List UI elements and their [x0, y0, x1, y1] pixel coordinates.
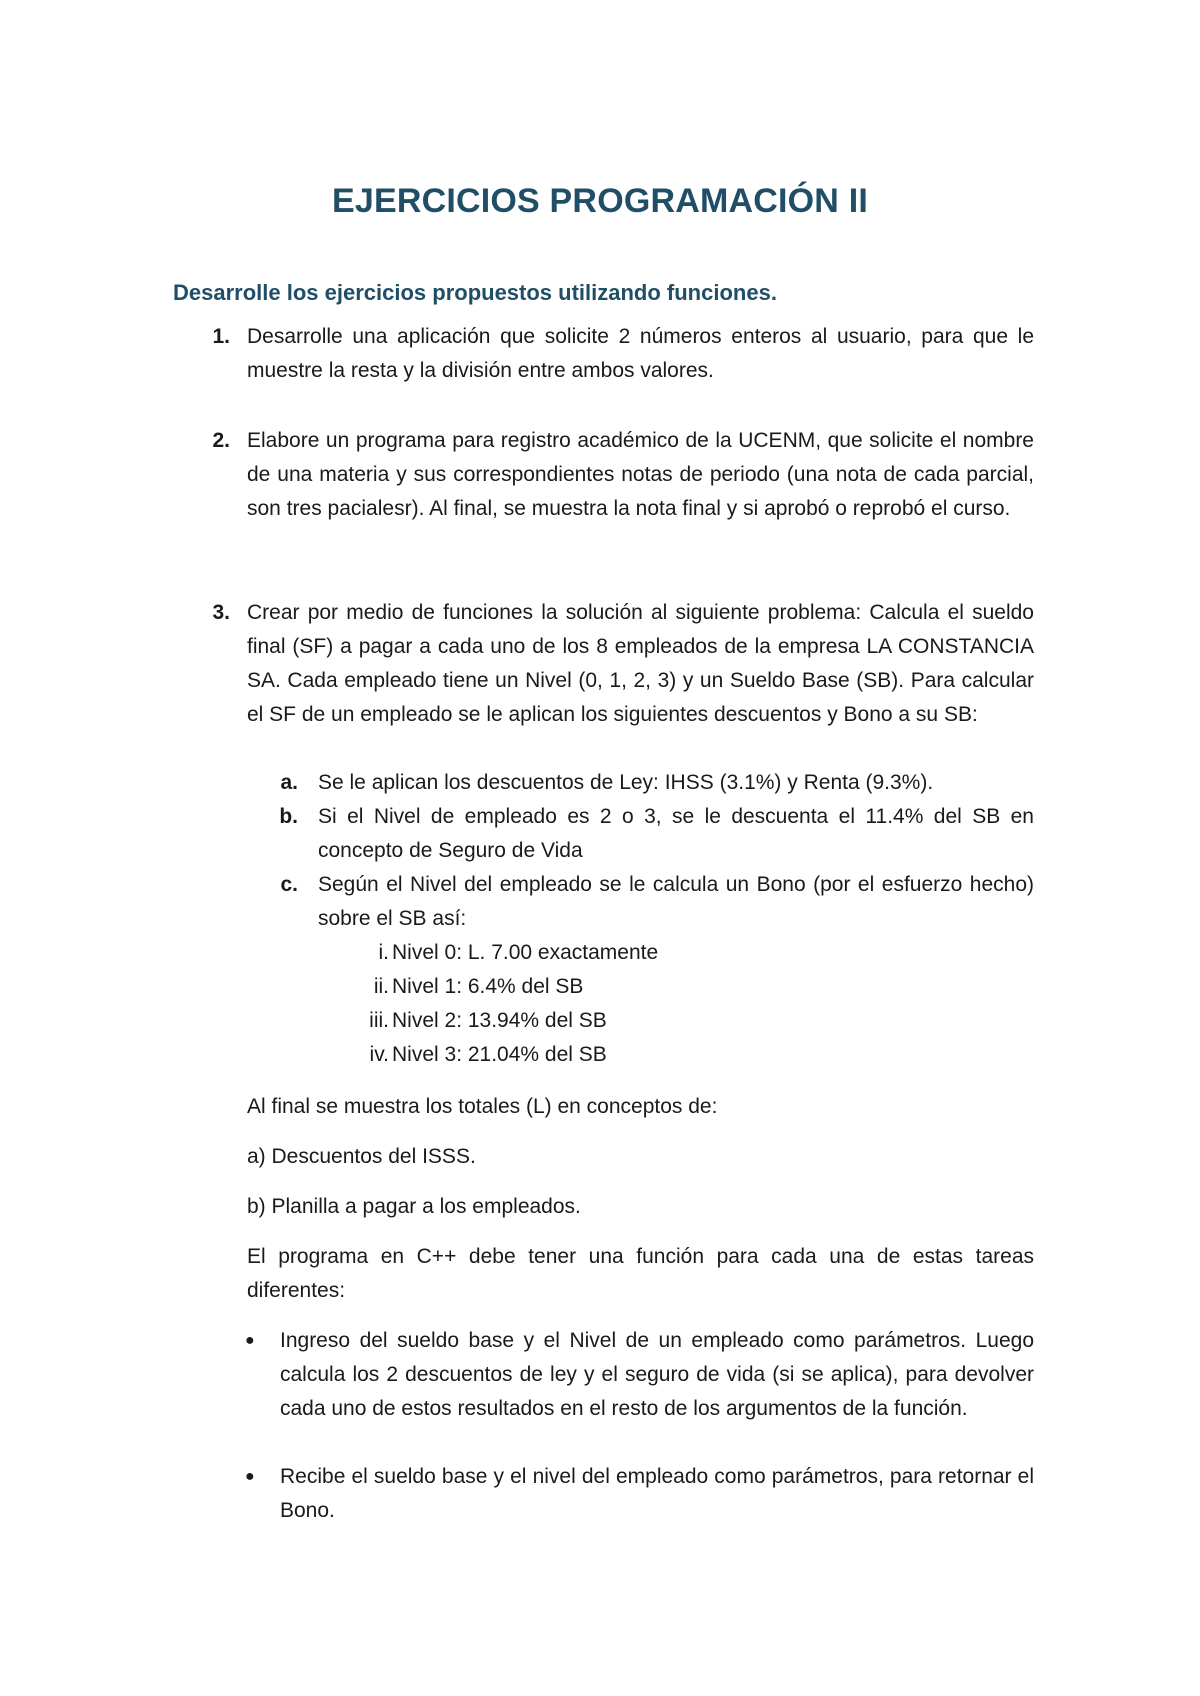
sub-item-text: Si el Nivel de empleado es 2 o 3, se le descuenta el 11.4% del SB en concepto de Seguro de Vida	[318, 805, 1034, 862]
totals-item: a) Descuentos del ISSS.	[247, 1145, 476, 1168]
level-text: Nivel 2: 13.94% del SB	[392, 1009, 607, 1032]
sub-item-text: Se le aplican los descuentos de Ley: IHSS (3.1%) y Renta (9.3%).	[318, 771, 934, 794]
bullet-icon: ●	[245, 1332, 255, 1349]
level-label: i.	[378, 941, 389, 964]
level-text: Nivel 1: 6.4% del SB	[392, 975, 584, 998]
bullet-item: Recibe el sueldo base y el nivel del empleado como parámetros, para retornar el Bono.	[280, 1465, 1034, 1522]
sub-item-label: b.	[279, 805, 298, 828]
instructions-heading: Desarrolle los ejercicios propuestos utilizando funciones.	[173, 280, 777, 305]
level-label: iv.	[369, 1043, 389, 1066]
exercise-number: 1.	[212, 325, 230, 348]
level-text: Nivel 0: L. 7.00 exactamente	[392, 941, 659, 964]
page-title: EJERCICIOS PROGRAMACIÓN II	[331, 182, 869, 220]
sub-item-label: c.	[280, 873, 298, 896]
level-label: ii.	[373, 975, 389, 998]
bullet-icon: ●	[245, 1468, 255, 1485]
level-label: iii.	[369, 1009, 389, 1032]
exercise-text: Desarrolle una aplicación que solicite 2 números enteros al usuario, para que le muestre la resta y la división entre ambos valores.	[247, 325, 1034, 382]
exercise-number: 3.	[212, 601, 230, 624]
exercise-number: 2.	[212, 429, 230, 452]
totals-intro: Al final se muestra los totales (L) en conceptos de:	[247, 1095, 718, 1118]
sub-item-label: a.	[280, 771, 298, 794]
level-text: Nivel 3: 21.04% del SB	[392, 1043, 607, 1066]
totals-item: b) Planilla a pagar a los empleados.	[247, 1195, 581, 1218]
functions-intro: El programa en C++ debe tener una función para cada una de estas tareas diferentes:	[247, 1245, 1034, 1302]
sub-item-text: Según el Nivel del empleado se le calcula un Bono (por el esfuerzo hecho) sobre el SB así:	[318, 873, 1034, 930]
exercise-text: Crear por medio de funciones la solución al siguiente problema: Calcula el sueldo final (SF) a pagar a cada uno de los 8 empleados de la empresa LA CONSTANCIA SA. Cada empleado tiene un Nivel (0, 1, 2, 3) y un Sueldo Base (SB). Para calcular el SF de un empleado se le aplican los siguientes descuentos y Bono a su SB:	[247, 601, 1034, 726]
bullet-item: Ingreso del sueldo base y el Nivel de un empleado como parámetros. Luego calcula los 2 descuentos de ley y el seguro de vida (si se aplica), para devolver cada uno de estos resultados en el resto de los argumentos de la función.	[280, 1329, 1034, 1420]
exercise-text: Elabore un programa para registro académico de la UCENM, que solicite el nombre de una materia y sus correspondientes notas de periodo (una nota de cada parcial, son tres pacialesr). Al final, se muestra la nota final y si aprobó o reprobó el curso.	[247, 429, 1034, 520]
